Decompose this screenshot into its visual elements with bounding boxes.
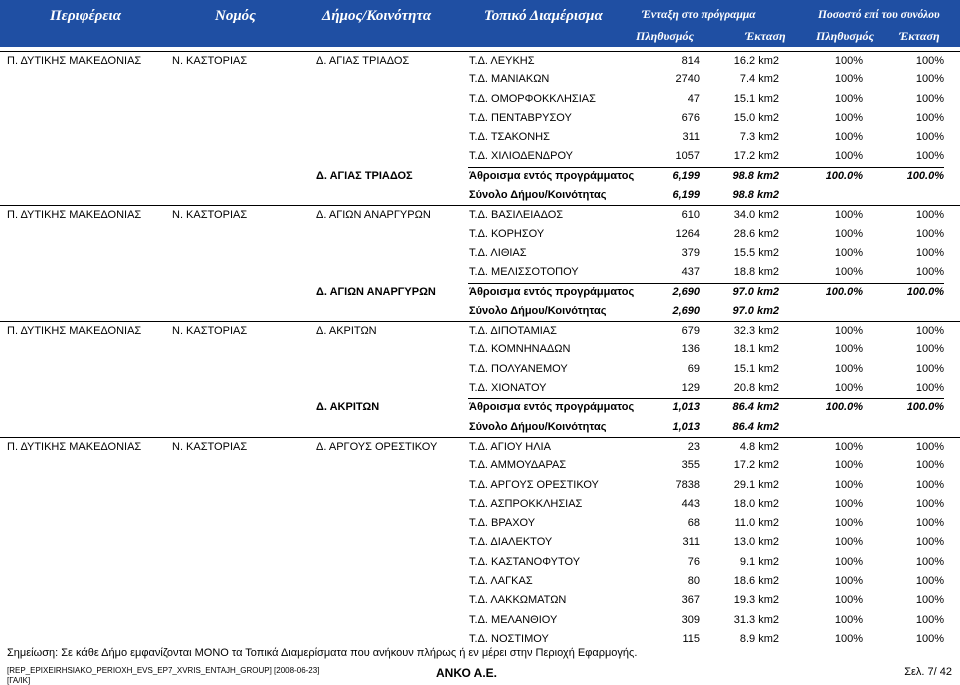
prefecture-cell: Ν. ΚΑΣΤΟΡΙΑΣ bbox=[172, 440, 248, 453]
percent-area-cell: 100% bbox=[915, 517, 944, 530]
percent-area-cell: 100% bbox=[915, 459, 944, 472]
sum-label: Σύνολο Δήμου/Κοινότητας bbox=[469, 189, 607, 202]
table-body bbox=[0, 51, 960, 649]
population-cell: 68 bbox=[687, 517, 700, 530]
municipality-cell: Δ. ΑΚΡΙΤΩΝ bbox=[316, 401, 380, 414]
percent-area-cell: 100.0% bbox=[906, 169, 944, 182]
table-row bbox=[0, 244, 960, 263]
population-cell: 679 bbox=[681, 325, 700, 338]
header-prefecture: Νομός bbox=[215, 8, 256, 24]
percent-pop-cell: 100% bbox=[834, 362, 863, 375]
percent-area-cell: 100% bbox=[915, 325, 944, 338]
municipality-cell: Δ. ΑΓΙΩΝ ΑΝΑΡΓΥΡΩΝ bbox=[316, 209, 431, 222]
area-cell: 8.9 km2 bbox=[739, 632, 779, 645]
local-cell: Τ.Δ. ΟΜΟΡΦΟΚΚΛΗΣΙΑΣ bbox=[469, 92, 596, 105]
table-row bbox=[0, 437, 960, 456]
population-cell: 80 bbox=[687, 575, 700, 588]
area-cell: 97.0 km2 bbox=[732, 285, 779, 298]
region-cell: Π. ΔΥΤΙΚΗΣ ΜΑΚΕΔΟΝΙΑΣ bbox=[7, 209, 142, 222]
percent-pop-cell: 100% bbox=[834, 382, 863, 395]
table-row bbox=[0, 533, 960, 552]
header-percent-group: Ποσοστό επί του συνόλου bbox=[818, 9, 940, 21]
population-cell: 355 bbox=[681, 459, 700, 472]
local-cell: Τ.Δ. ΛΙΘΙΑΣ bbox=[469, 246, 527, 259]
percent-pop-cell: 100% bbox=[834, 478, 863, 491]
population-cell: 367 bbox=[681, 594, 700, 607]
table-row bbox=[0, 51, 960, 70]
area-cell: 9.1 km2 bbox=[739, 555, 779, 568]
footnote: Σημείωση: Σε κάθε Δήμο εμφανίζονται ΜΟΝΟ τα Τοπικά Διαμερίσματα που ανήκουν πλήρως ή εν μέρει στην Περιοχή Εφαρμογής. bbox=[7, 647, 638, 659]
sum-row-program bbox=[0, 167, 960, 186]
percent-area-cell: 100.0% bbox=[906, 285, 944, 298]
percent-area-cell: 100% bbox=[915, 73, 944, 86]
area-cell: 15.0 km2 bbox=[733, 111, 779, 124]
local-cell: Τ.Δ. ΜΕΛΑΝΘΙΟΥ bbox=[469, 613, 558, 626]
percent-area-cell: 100% bbox=[915, 227, 944, 240]
area-cell: 18.1 km2 bbox=[733, 343, 779, 356]
percent-pop-cell: 100.0% bbox=[825, 169, 863, 182]
region-cell: Π. ΔΥΤΙΚΗΣ ΜΑΚΕΔΟΝΙΑΣ bbox=[7, 55, 142, 67]
local-cell: Τ.Δ. ΚΑΣΤΑΝΟΦΥΤΟΥ bbox=[469, 555, 581, 568]
percent-area-cell: 100.0% bbox=[906, 401, 944, 414]
area-cell: 15.5 km2 bbox=[733, 246, 779, 259]
population-cell: 136 bbox=[681, 343, 700, 356]
area-cell: 29.1 km2 bbox=[733, 478, 779, 491]
percent-pop-cell: 100.0% bbox=[825, 285, 863, 298]
percent-area-cell: 100% bbox=[915, 209, 944, 222]
percent-area-cell: 100% bbox=[915, 594, 944, 607]
percent-pop-cell: 100% bbox=[834, 613, 863, 626]
table-row bbox=[0, 476, 960, 495]
local-cell: Τ.Δ. ΤΣΑΚΟΝΗΣ bbox=[469, 131, 550, 144]
percent-pop-cell: 100% bbox=[834, 440, 863, 453]
report-id-line2: [ΓΑ/ΙΚ] bbox=[7, 676, 31, 685]
company-name: ΑΝΚΟ Α.Ε. bbox=[436, 666, 498, 680]
population-cell: 23 bbox=[687, 440, 700, 453]
percent-pop-cell: 100% bbox=[834, 266, 863, 279]
area-cell: 31.3 km2 bbox=[733, 613, 779, 626]
header-pop-2: Πληθυσμός bbox=[816, 29, 874, 43]
percent-pop-cell: 100% bbox=[834, 246, 863, 259]
area-cell: 11.0 km2 bbox=[734, 517, 779, 530]
sum-row-total bbox=[0, 302, 960, 321]
area-cell: 98.8 km2 bbox=[732, 189, 779, 202]
table-row bbox=[0, 225, 960, 244]
population-cell: 47 bbox=[687, 92, 700, 105]
population-cell: 311 bbox=[682, 536, 700, 549]
page-number: Σελ. 7/ 42 bbox=[904, 666, 952, 678]
header-local: Τοπικό Διαμέρισμα bbox=[484, 8, 603, 24]
area-cell: 28.6 km2 bbox=[733, 227, 779, 240]
table-row bbox=[0, 572, 960, 591]
table-row bbox=[0, 90, 960, 109]
population-cell: 115 bbox=[682, 632, 700, 645]
table-row bbox=[0, 553, 960, 572]
local-cell: Τ.Δ. ΑΓΙΟΥ ΗΛΙΑ bbox=[469, 440, 551, 453]
table-row bbox=[0, 611, 960, 630]
sum-row-program bbox=[0, 283, 960, 302]
table-row bbox=[0, 147, 960, 166]
population-cell: 1264 bbox=[675, 227, 700, 240]
percent-pop-cell: 100% bbox=[834, 111, 863, 124]
report-id-line1: [REP_EPIXEIRHSIAKO_PERIOXH_EVS_EP7_XVRIS_ENTAJH_GROUP] [2008-06-23] bbox=[7, 666, 320, 675]
area-cell: 7.3 km2 bbox=[739, 131, 779, 144]
local-cell: Τ.Δ. ΝΟΣΤΙΜΟΥ bbox=[469, 632, 549, 645]
local-cell: Τ.Δ. ΠΕΝΤΑΒΡΥΣΟΥ bbox=[469, 111, 572, 124]
population-cell: 1,013 bbox=[672, 420, 700, 433]
area-cell: 86.4 km2 bbox=[732, 420, 779, 433]
area-cell: 13.0 km2 bbox=[733, 536, 779, 549]
table-row bbox=[0, 70, 960, 89]
area-cell: 18.6 km2 bbox=[733, 575, 779, 588]
header-region: Περιφέρεια bbox=[50, 8, 121, 24]
sum-label: Σύνολο Δήμου/Κοινότητας bbox=[469, 304, 607, 317]
sum-row-program bbox=[0, 398, 960, 417]
sum-row-total bbox=[0, 186, 960, 205]
percent-area-cell: 100% bbox=[915, 362, 944, 375]
percent-area-cell: 100% bbox=[915, 555, 944, 568]
percent-pop-cell: 100% bbox=[834, 536, 863, 549]
header-area-2: Έκταση bbox=[899, 29, 940, 43]
area-cell: 32.3 km2 bbox=[733, 325, 779, 338]
percent-pop-cell: 100% bbox=[834, 131, 863, 144]
local-cell: Τ.Δ. ΒΡΑΧΟΥ bbox=[469, 517, 536, 530]
area-cell: 19.3 km2 bbox=[733, 594, 779, 607]
local-cell: Τ.Δ. ΔΙΑΛΕΚΤΟΥ bbox=[469, 536, 553, 549]
percent-area-cell: 100% bbox=[915, 575, 944, 588]
prefecture-cell: Ν. ΚΑΣΤΟΡΙΑΣ bbox=[172, 325, 248, 338]
area-cell: 7.4 km2 bbox=[739, 73, 779, 86]
population-cell: 1,013 bbox=[672, 401, 700, 414]
percent-pop-cell: 100.0% bbox=[825, 401, 863, 414]
population-cell: 6,199 bbox=[672, 189, 700, 202]
local-cell: Τ.Δ. ΔΙΠΟΤΑΜΙΑΣ bbox=[469, 325, 557, 338]
population-cell: 69 bbox=[687, 362, 700, 375]
percent-area-cell: 100% bbox=[915, 111, 944, 124]
percent-pop-cell: 100% bbox=[834, 73, 863, 86]
percent-area-cell: 100% bbox=[915, 150, 944, 163]
percent-pop-cell: 100% bbox=[834, 227, 863, 240]
municipality-cell: Δ. ΑΡΓΟΥΣ ΟΡΕΣΤΙΚΟΥ bbox=[316, 440, 438, 453]
area-cell: 97.0 km2 bbox=[732, 304, 779, 317]
sum-row-total bbox=[0, 418, 960, 437]
prefecture-cell: Ν. ΚΑΣΤΟΡΙΑΣ bbox=[172, 55, 248, 67]
report-id bbox=[7, 666, 319, 685]
table-row bbox=[0, 495, 960, 514]
percent-area-cell: 100% bbox=[915, 266, 944, 279]
local-cell: Τ.Δ. ΛΑΓΚΑΣ bbox=[469, 575, 533, 588]
table-row bbox=[0, 514, 960, 533]
percent-area-cell: 100% bbox=[915, 478, 944, 491]
percent-area-cell: 100% bbox=[915, 536, 944, 549]
population-cell: 311 bbox=[682, 131, 700, 144]
percent-pop-cell: 100% bbox=[834, 92, 863, 105]
sum-label: Άθροισμα εντός προγράμματος bbox=[469, 401, 635, 414]
percent-area-cell: 100% bbox=[915, 246, 944, 259]
local-cell: Τ.Δ. ΛΕΥΚΗΣ bbox=[469, 55, 535, 67]
population-cell: 76 bbox=[687, 555, 700, 568]
percent-area-cell: 100% bbox=[915, 613, 944, 626]
municipality-cell: Δ. ΑΓΙΑΣ ΤΡΙΑΔΟΣ bbox=[316, 169, 413, 182]
area-cell: 18.0 km2 bbox=[733, 497, 779, 510]
area-cell: 18.8 km2 bbox=[733, 266, 779, 279]
population-cell: 676 bbox=[681, 111, 700, 124]
local-cell: Τ.Δ. ΧΙΟΝΑΤΟΥ bbox=[469, 382, 547, 395]
percent-area-cell: 100% bbox=[915, 55, 944, 67]
sum-label: Άθροισμα εντός προγράμματος bbox=[469, 285, 635, 298]
local-cell: Τ.Δ. ΠΟΛΥΑΝΕΜΟΥ bbox=[469, 362, 568, 375]
table-row bbox=[0, 205, 960, 224]
percent-area-cell: 100% bbox=[915, 382, 944, 395]
table-header bbox=[0, 0, 960, 47]
sum-label: Σύνολο Δήμου/Κοινότητας bbox=[469, 420, 607, 433]
percent-area-cell: 100% bbox=[915, 92, 944, 105]
percent-area-cell: 100% bbox=[915, 131, 944, 144]
table-row bbox=[0, 591, 960, 610]
area-cell: 15.1 km2 bbox=[733, 92, 779, 105]
municipality-cell: Δ. ΑΓΙΑΣ ΤΡΙΑΔΟΣ bbox=[316, 55, 410, 67]
table-row bbox=[0, 263, 960, 282]
percent-pop-cell: 100% bbox=[834, 632, 863, 645]
percent-area-cell: 100% bbox=[915, 343, 944, 356]
percent-area-cell: 100% bbox=[915, 440, 944, 453]
population-cell: 437 bbox=[681, 266, 700, 279]
table-row bbox=[0, 340, 960, 359]
municipality-cell: Δ. ΑΚΡΙΤΩΝ bbox=[316, 325, 377, 338]
percent-pop-cell: 100% bbox=[834, 459, 863, 472]
population-cell: 6,199 bbox=[672, 169, 700, 182]
region-cell: Π. ΔΥΤΙΚΗΣ ΜΑΚΕΔΟΝΙΑΣ bbox=[7, 440, 142, 453]
percent-pop-cell: 100% bbox=[834, 209, 863, 222]
local-cell: Τ.Δ. ΒΑΣΙΛΕΙΑΔΟΣ bbox=[469, 209, 564, 222]
header-municipality: Δήμος/Κοινότητα bbox=[322, 8, 432, 24]
region-cell: Π. ΔΥΤΙΚΗΣ ΜΑΚΕΔΟΝΙΑΣ bbox=[7, 325, 142, 338]
area-cell: 16.2 km2 bbox=[733, 55, 779, 67]
table-row bbox=[0, 360, 960, 379]
percent-pop-cell: 100% bbox=[834, 343, 863, 356]
area-cell: 20.8 km2 bbox=[733, 382, 779, 395]
table-row bbox=[0, 128, 960, 147]
local-cell: Τ.Δ. ΑΜΜΟΥΔΑΡΑΣ bbox=[469, 459, 567, 472]
area-cell: 86.4 km2 bbox=[732, 401, 779, 414]
population-cell: 2,690 bbox=[672, 304, 700, 317]
sum-label: Άθροισμα εντός προγράμματος bbox=[469, 169, 635, 182]
percent-pop-cell: 100% bbox=[834, 575, 863, 588]
area-cell: 15.1 km2 bbox=[733, 362, 779, 375]
area-cell: 98.8 km2 bbox=[732, 169, 779, 182]
population-cell: 610 bbox=[681, 209, 700, 222]
population-cell: 1057 bbox=[675, 150, 700, 163]
percent-pop-cell: 100% bbox=[834, 150, 863, 163]
municipality-cell: Δ. ΑΓΙΩΝ ΑΝΑΡΓΥΡΩΝ bbox=[316, 285, 436, 298]
population-cell: 814 bbox=[681, 55, 700, 67]
area-cell: 34.0 km2 bbox=[733, 209, 779, 222]
population-cell: 309 bbox=[681, 613, 700, 626]
local-cell: Τ.Δ. ΜΕΛΙΣΣΟΤΟΠΟΥ bbox=[469, 266, 579, 279]
table-row bbox=[0, 321, 960, 340]
local-cell: Τ.Δ. ΜΑΝΙΑΚΩΝ bbox=[469, 73, 550, 86]
table-row bbox=[0, 379, 960, 398]
population-cell: 443 bbox=[681, 497, 700, 510]
percent-pop-cell: 100% bbox=[834, 555, 863, 568]
population-cell: 2740 bbox=[675, 73, 700, 86]
percent-pop-cell: 100% bbox=[834, 497, 863, 510]
header-pop-1: Πληθυσμός bbox=[636, 29, 694, 43]
table-row bbox=[0, 456, 960, 475]
area-cell: 4.8 km2 bbox=[739, 440, 779, 453]
local-cell: Τ.Δ. ΚΟΜΝΗΝΑΔΩΝ bbox=[469, 343, 571, 356]
population-cell: 129 bbox=[681, 382, 700, 395]
population-cell: 7838 bbox=[675, 478, 700, 491]
local-cell: Τ.Δ. ΚΟΡΗΣΟΥ bbox=[469, 227, 545, 240]
local-cell: Τ.Δ. ΑΣΠΡΟΚΚΛΗΣΙΑΣ bbox=[469, 497, 583, 510]
local-cell: Τ.Δ. ΑΡΓΟΥΣ ΟΡΕΣΤΙΚΟΥ bbox=[469, 478, 599, 491]
area-cell: 17.2 km2 bbox=[733, 150, 779, 163]
table-row bbox=[0, 109, 960, 128]
percent-pop-cell: 100% bbox=[834, 517, 863, 530]
header-area-1: Έκταση bbox=[745, 29, 786, 43]
prefecture-cell: Ν. ΚΑΣΤΟΡΙΑΣ bbox=[172, 209, 248, 222]
header-inclusion-group: Ένταξη στο πρόγραμμα bbox=[642, 9, 756, 21]
percent-pop-cell: 100% bbox=[834, 594, 863, 607]
percent-area-cell: 100% bbox=[915, 497, 944, 510]
percent-area-cell: 100% bbox=[915, 632, 944, 645]
percent-pop-cell: 100% bbox=[834, 325, 863, 338]
area-cell: 17.2 km2 bbox=[733, 459, 779, 472]
local-cell: Τ.Δ. ΧΙΛΙΟΔΕΝΔΡΟΥ bbox=[469, 150, 574, 163]
population-cell: 379 bbox=[681, 246, 700, 259]
population-cell: 2,690 bbox=[672, 285, 700, 298]
percent-pop-cell: 100% bbox=[834, 55, 863, 67]
local-cell: Τ.Δ. ΛΑΚΚΩΜΑΤΩΝ bbox=[469, 594, 567, 607]
